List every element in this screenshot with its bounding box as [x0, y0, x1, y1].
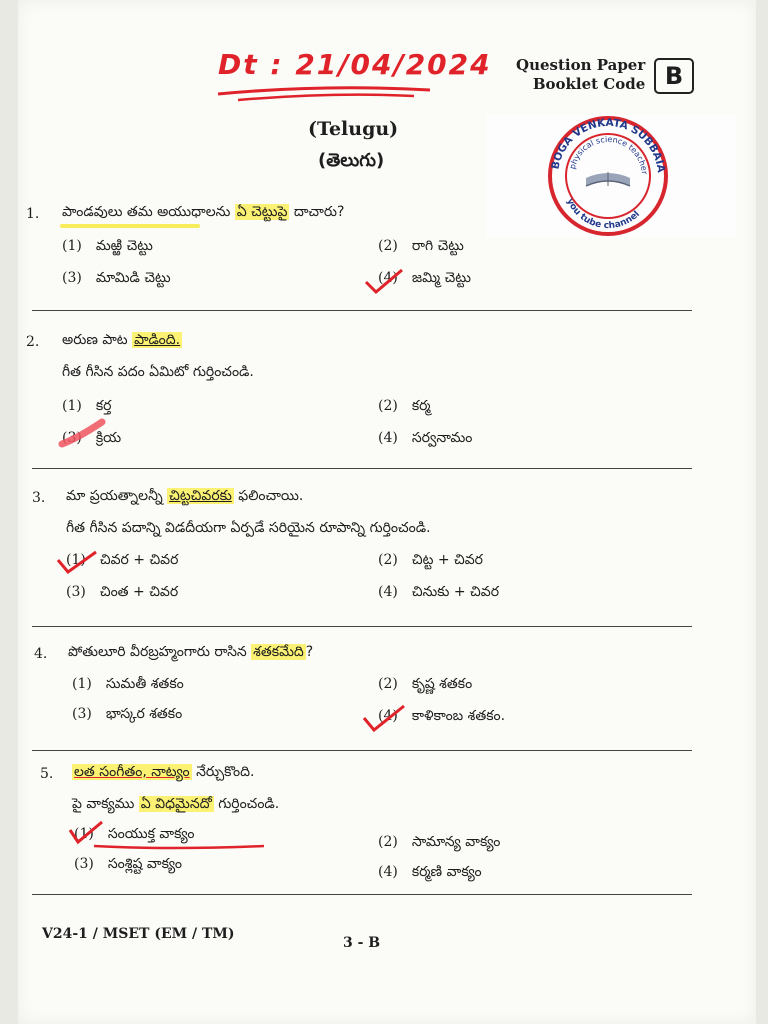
question-4-option-3[interactable]: (3) భాస్కర శతకం: [72, 706, 183, 722]
question-5-option-1[interactable]: (1) సంయుక్త వాక్యం: [74, 826, 195, 842]
question-2-instruction: గీత గీసిన పదం ఏమిటో గుర్తించండి.: [62, 364, 254, 380]
question-4-option-1[interactable]: (1) సుమతీ శతకం: [72, 676, 184, 692]
question-5-instruction: పై వాక్యము ఏ విధమైనదో గుర్తించండి.: [72, 796, 280, 812]
channel-stamp: [486, 114, 736, 238]
question-3-option-3[interactable]: (3) చింత + చివర: [66, 584, 179, 600]
question-5-number: 5.: [40, 766, 54, 782]
question-1-option-2[interactable]: (2) రాగి చెట్టు: [378, 238, 464, 254]
question-5-stem: లత సంగీతం, నాట్యం నేర్చుకొంది.: [74, 764, 255, 780]
seal-logo-icon: [486, 114, 736, 238]
series-code: V24-1 / MSET (EM / TM): [42, 926, 235, 942]
question-3-option-2[interactable]: (2) చిట్ట + చివర: [378, 552, 483, 568]
checkmark-icon: [362, 702, 406, 734]
question-3-option-4[interactable]: (4) చినుకు + చివర: [378, 584, 500, 600]
svg-text:BOGA VENKATA SUBBAIAH: BOGA VENKATA SUBBAIA: [549, 116, 667, 174]
section-divider: [32, 750, 692, 751]
question-3-number: 3.: [32, 490, 46, 506]
section-divider: [32, 468, 692, 469]
question-1-option-4[interactable]: (4) జమ్మి చెట్టు: [378, 270, 471, 286]
subject-title-telugu: (తెలుగు): [318, 150, 385, 171]
page-code: 3 - B: [343, 935, 381, 951]
svg-text:you tube channel: you tube channel: [564, 197, 642, 232]
answer-mark-icon: [58, 418, 108, 450]
date-underline-mark: [214, 82, 434, 102]
booklet-code-box: B: [654, 58, 694, 94]
question-4-option-2[interactable]: (2) కృష్ణ శతకం: [378, 676, 473, 692]
highlight-stroke: [60, 224, 200, 228]
question-2-option-3[interactable]: (3) క్రియ: [62, 430, 122, 446]
booklet-code-label: Question Paper Booklet Code: [516, 56, 646, 93]
question-1-option-1[interactable]: (1) మఱ్ఱి చెట్టు: [62, 238, 153, 254]
question-5-option-4[interactable]: (4) కర్మణి వాక్యం: [378, 864, 482, 880]
subject-title-english: (Telugu): [308, 118, 399, 140]
question-2-option-1[interactable]: (1) కర్త: [62, 398, 112, 414]
question-4-option-4[interactable]: (4) కాళికాంబ శతకం.: [378, 708, 506, 724]
question-3-instruction: గీత గీసిన పదాన్ని విడదీయగా ఏర్పడే సరియైన రూపాన్ని గుర్తించండి.: [66, 520, 431, 536]
question-5-option-3[interactable]: (3) సంశ్లిష్ట వాక్యం: [74, 856, 182, 872]
question-5-option-2[interactable]: (2) సామాన్య వాక్యం: [378, 834, 501, 850]
section-divider: [32, 310, 692, 311]
question-2-option-4[interactable]: (4) సర్వనామం: [378, 430, 473, 446]
question-1-number: 1.: [26, 206, 40, 222]
section-divider: [32, 894, 692, 895]
handwritten-date: Dt : 21/04/2024: [218, 48, 492, 81]
question-4-stem: పోతులూరి వీరబ్రహ్మంగారు రాసిన శతకమేది ?: [68, 644, 314, 660]
section-divider: [32, 626, 692, 627]
checkmark-icon: [68, 818, 268, 852]
question-3-option-1[interactable]: (1) చివర + చివర: [66, 552, 179, 568]
exam-page: [18, 0, 756, 1024]
svg-text:physical science teacher: physical science teacher: [567, 134, 649, 175]
checkmark-icon: [364, 266, 404, 296]
question-3-stem: మా ప్రయత్నాలన్నీ చిట్టచివరకు ఫలించాయి.: [66, 488, 304, 504]
question-1-option-3[interactable]: (3) మామిడి చెట్టు: [62, 270, 171, 286]
question-2-stem: అరుణ పాట పాడింది.: [62, 332, 181, 348]
checkmark-icon: [56, 548, 100, 578]
question-2-option-2[interactable]: (2) కర్మ: [378, 398, 431, 414]
question-2-number: 2.: [26, 334, 40, 350]
question-4-number: 4.: [34, 646, 48, 662]
question-1-stem: పాండవులు తమ అయుధాలను ఏ చెట్టుపై దాచారు?: [62, 204, 345, 220]
